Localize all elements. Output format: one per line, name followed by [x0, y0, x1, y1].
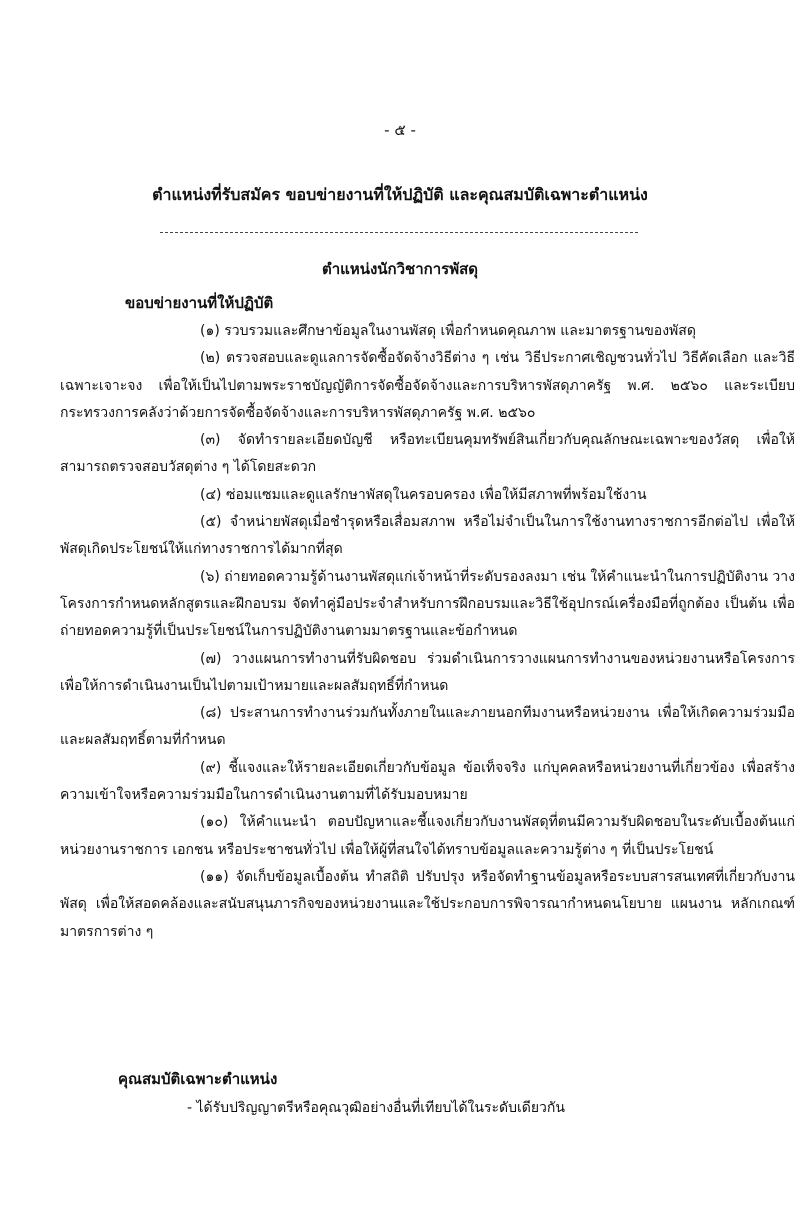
- duty-item: (๘) ประสานการทำงานร่วมกันทั้งภายในและภายนอกทีมงานหรือหน่วยงาน เพื่อให้เกิดความร่วมมือและผลสัมฤทธิ์ตามที่กำหนด: [60, 705, 795, 749]
- duty-item: (๔) ซ่อมแซมและดูแลรักษาพัสดุในครอบครอง เพื่อให้มีสภาพที่พร้อมใช้งาน: [200, 486, 647, 503]
- duty-item: (๑๐) ให้คำแนะนำ ตอบปัญหาและชี้แจงเกี่ยวกับงานพัสดุที่ตนมีความรับผิดชอบในระดับเบื้องต้นแก่หน่วยงานราชการ เอกชน หรือประชาชนทั่วไป เพื่อให้ผู้ที่สนใจได้ทราบข้อมูลและความรู้ต่าง ๆ ที่เป็นประโยชน์: [60, 814, 795, 858]
- duty-item: (๕) จำหน่ายพัสดุเมื่อชำรุดหรือเสื่อมสภาพ หรือไม่จำเป็นในการใช้งานทางราชการอีกต่อไป เพื่อให้พัสดุเกิดประโยชน์ให้แก่ทางราชการได้มากที่สุด: [60, 514, 795, 558]
- duty-item: (๖) ถ่ายทอดความรู้ด้านงานพัสดุแก่เจ้าหน้าที่ระดับรองลงมา เช่น ให้คำแนะนำในการปฏิบัติงาน วางโครงการกำหนดหลักสูตรและฝึกอบรม จัดทำคู่มือประจำสำหรับการฝึกอบรมและวิธีใช้อุปกรณ์เครื่องมือที่ถูกต้อง เป็นต้น เพื่อถ่ายทอดความรู้ที่เป็นประโยชน์ในการปฏิบัติงานตามมาตรฐานและข้อกำหนด: [60, 568, 795, 640]
- duty-item: (๙) ชี้แจงและให้รายละเอียดเกี่ยวกับข้อมูล ข้อเท็จจริง แก่บุคคลหรือหน่วยงานที่เกี่ยวข้อง เพื่อสร้างความเข้าใจหรือความร่วมมือในการดำเนินงานตามที่ได้รับมอบหมาย: [60, 759, 795, 804]
- duty-item: (๑) รวบรวมและศึกษาข้อมูลในงานพัสดุ เพื่อกำหนดคุณภาพ และมาตรฐานของพัสดุ: [200, 323, 696, 339]
- qualifications-heading: คุณสมบัติเฉพาะตำแหน่ง: [118, 1070, 278, 1088]
- duty-item: (๑๑) จัดเก็บข้อมูลเบื้องต้น ทำสถิติ ปรับปรุง หรือจัดทำฐานข้อมูลหรือระบบสารสนเทศที่เกี่ยวกับงานพัสดุ เพื่อให้สอดคล้องและสนับสนุนภารกิจของหน่วยงานและใช้ประกอบการพิจารณากำหนดนโยบาย แผนงาน หลักเกณฑ์ มาตรการต่าง ๆ: [60, 868, 795, 940]
- duty-item: (๗) วางแผนการทำงานที่รับผิดชอบ ร่วมดำเนินการวางแผนการทำงานของหน่วยงานหรือโครงการ เพื่อให้การดำเนินงานเป็นไปตามเป้าหมายและผลสัมฤทธิ์ที่กำหนด: [60, 650, 795, 694]
- duty-item: (๒) ตรวจสอบและดูแลการจัดซื้อจัดจ้างวิธีต่าง ๆ เช่น วิธีประกาศเชิญชวนทั่วไป วิธีคัดเลือก และวิธีเฉพาะเจาะจง เพื่อให้เป็นไปตามพระราชบัญญัติการจัดซื้อจัดจ้างและการบริหารพัสดุภาครัฐ พ.ศ. ๒๕๖๐ และระเบียบกระทรวงการคลังว่าด้วยการจัดซื้อจัดจ้างและการบริหารพัสดุภาครัฐ พ.ศ. ๒๕๖๐: [60, 350, 795, 421]
- duties-heading: ขอบข่ายงานที่ให้ปฏิบัติ: [125, 294, 274, 312]
- dashed-divider: [160, 232, 638, 233]
- qualification-item: - ได้รับปริญญาตรีหรือคุณวุฒิอย่างอื่นที่เทียบได้ในระดับเดียวกัน: [187, 1100, 565, 1116]
- position-title: ตำแหน่งนักวิชาการพัสดุ: [321, 260, 478, 278]
- document-title: ตำแหน่งที่รับสมัคร ขอบข่ายงานที่ให้ปฏิบัติ และคุณสมบัติเฉพาะตำแหน่ง: [152, 185, 648, 204]
- duties-list: [60, 318, 795, 946]
- page-number: - ๕ -: [384, 121, 416, 139]
- duty-item: (๓) จัดทำรายละเอียดบัญชี หรือทะเบียนคุมทรัพย์สินเกี่ยวกับคุณลักษณะเฉพาะของวัสดุ เพื่อให้สามารถตรวจสอบวัสดุต่าง ๆ ได้โดยสะดวก: [60, 432, 795, 476]
